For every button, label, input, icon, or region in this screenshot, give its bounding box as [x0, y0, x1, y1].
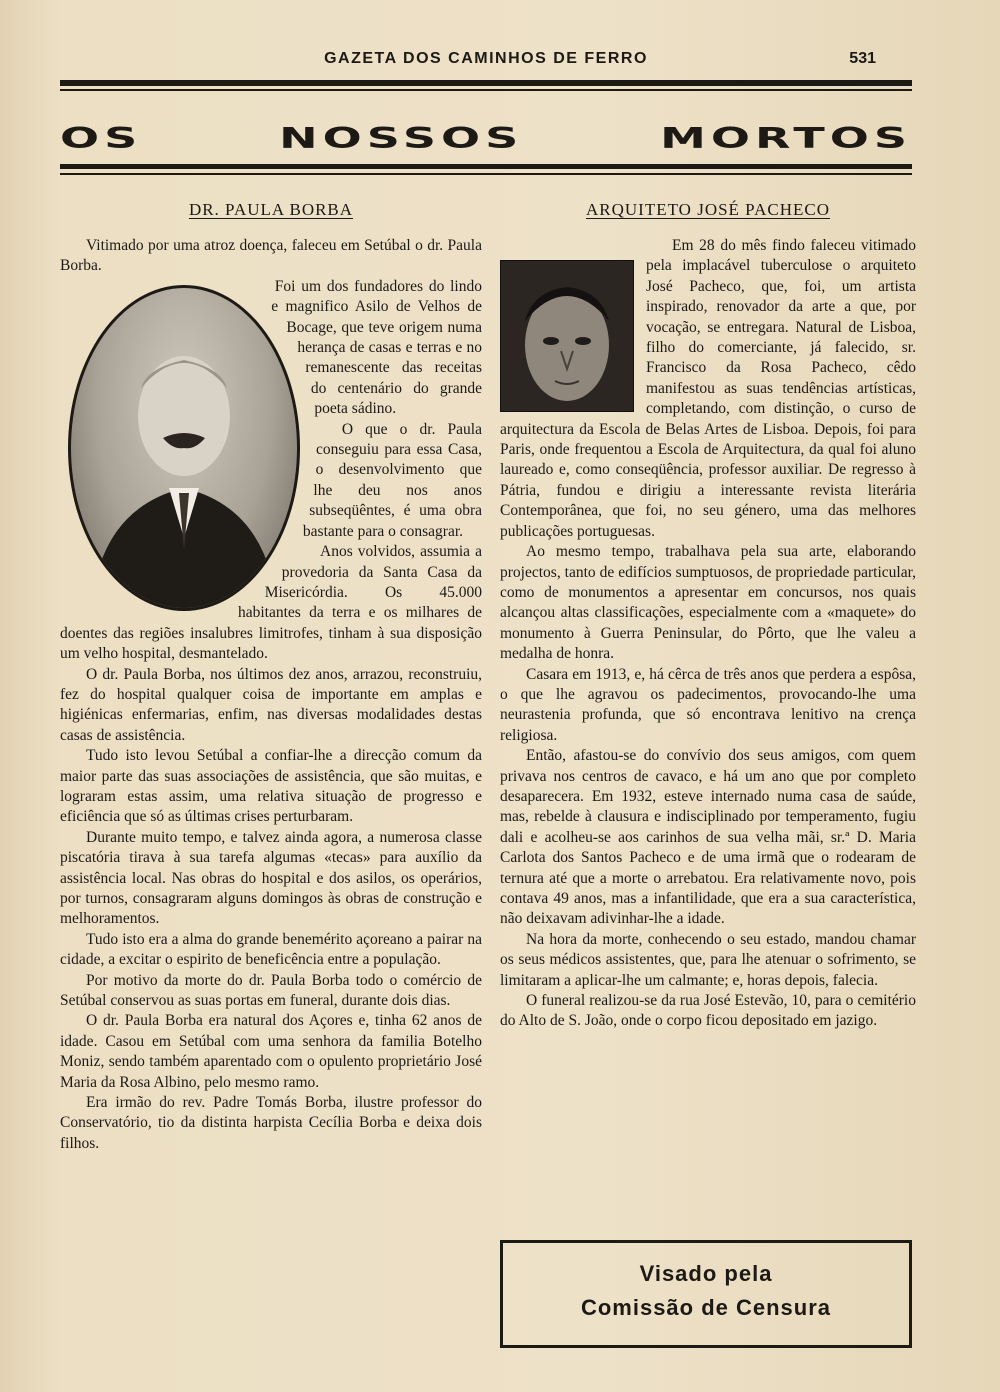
- masthead-rule-thin: [60, 173, 912, 175]
- paragraph: O que o dr. Paula conseguiu para essa Casa, o desenvolvimento que lhe deu nos anos subseqüêntes, é uma obra bastante para o consagrar.: [302, 420, 482, 540]
- publication-title: GAZETA DOS CAMINHOS DE FERRO: [324, 50, 648, 67]
- paragraph: Era irmão do rev. Padre Tomás Borba, ilustre professor do Conservatório, tio da distinta harpista Cecília Borba e deixa dois filhos.: [60, 1094, 482, 1152]
- section-title: OS NOSSOS MORTOS: [60, 121, 912, 155]
- paragraph: Tudo isto era a alma do grande benemérito açoreano a pairar na cidade, a excitar o espirito de beneficência entre a população.: [60, 930, 482, 969]
- masthead-rule-thick: [60, 164, 912, 169]
- portrait-photo-icon: [500, 260, 634, 412]
- paragraph: Então, afastou-se do convívio dos seus amigos, com quem privava nos centros de cavaco, e há um ano que por completo desaparecera. Em 1932, esteve internado numa casa de saúde, mas, rebelde à clausura e indisciplinado por temperamento, fugiu dali e acolheu-se aos carinhos de sua velha mãi, sr.ª D. Maria Carlota dos Santos Pacheco e de uma irmã que o rodearam de ternura até que a morte o arrebatou. Era relativamente novo, pois contava 49 anos, mas a infantilidade, que era a sua característica, não deixavam adivinhar-lhe a idade.: [500, 747, 916, 928]
- stamp-line-1: Visado pela: [639, 1261, 773, 1286]
- paragraph: O dr. Paula Borba era natural dos Açores e, tinha 62 anos de idade. Casou em Setúbal com uma senhora da familia Botelho Moniz, sendo também aparentado com o opulento proprietário José Maria da Rosa Albino, pelo mesmo ramo.: [60, 1012, 482, 1091]
- right-article-body: [500, 236, 916, 1032]
- paragraph: Na hora da morte, conhecendo o seu estado, mandou chamar os seus médicos assistentes, que, para lhe atenuar o sofrimento, se limitaram a aplicar-lhe um calmante; e, horas depois, falecia.: [500, 930, 916, 989]
- paragraph: Casara em 1913, e, há cêrca de três anos que perdera a espôsa, o que lhe agravou os padecimentos, provocando-lhe uma neurastenia profunda, que só encontrava lenitivo na crença religiosa.: [500, 665, 916, 744]
- left-article: [60, 200, 482, 1154]
- page-number: 531: [849, 50, 876, 67]
- paragraph: O dr. Paula Borba, nos últimos dez anos, arrazou, reconstruiu, fez do hospital qualquer coisa de importante em amplas e higiénicas enfermarias, enfim, nas diversas modalidades destas casas de assistência.: [60, 665, 482, 744]
- paragraph: Foi um dos fundadores do lindo e magnifico Asilo de Velhos de Bocage, que teve origem numa herança de casas e terras e no remanescente das receitas do centenário do grande poeta sádino.: [271, 277, 482, 418]
- portrait-oval-icon: [64, 283, 302, 609]
- header-rule-thin: [60, 89, 912, 91]
- paragraph: Ao mesmo tempo, trabalhava pela sua arte, elaborando projectos, tanto de edifícios sumptuosos, de propriedade particular, como de monumentos a apresentar em concursos, nos quais alcançou altas classificações, especialmente com a «maquete» do monumento à Guerra Peninsular, do Pôrto, que lhe valeu a medalha de honra.: [500, 543, 916, 663]
- paragraph: Durante muito tempo, e talvez ainda agora, a numerosa classe piscatória tirava à sua tarefa algumas «tecas» para auxílio da assistência local. Nas obras do hospital e dos asilos, os operários, por turnos, consagraram alguns domingos às obras de construção e melhoramentos.: [60, 828, 482, 928]
- left-article-title: DR. PAULA BORBA: [188, 200, 354, 219]
- stamp-line-2: Comissão de Censura: [580, 1295, 832, 1320]
- paragraph: O funeral realizou-se da rua José Estevão, 10, para o cemitério do Alto de S. João, onde o corpo ficou depositado em jazigo.: [500, 992, 916, 1030]
- paragraph: Por motivo da morte do dr. Paula Borba todo o comércio de Setúbal conservou as suas portas em funeral, durante dois dias.: [60, 971, 482, 1010]
- portrait-face-icon: [501, 261, 633, 411]
- portrait-figure-icon: [71, 288, 297, 608]
- left-article-body: [60, 236, 482, 1154]
- right-article-title: ARQUITETO JOSÉ PACHECO: [586, 200, 830, 219]
- right-article: [500, 200, 916, 1032]
- paragraph: Tudo isto levou Setúbal a confiar-lhe a direcção comum da maior parte das suas associações de assistência, que são muitas, e lograram estas assim, uma relativa situação de progresso e eficiência que só as últimas crises perturbaram.: [60, 747, 482, 826]
- censorship-stamp: [500, 1240, 912, 1348]
- running-head: [60, 50, 912, 76]
- paragraph: Em 28 do mês findo faleceu vitimado pela implacável tuberculose o arquiteto José Pacheco, que, foi, um artista inspirado, renovador da arte a que, por vocação, se entregara. Natural de Lisboa, filho do comerciante, já falecido, sr. Francisco da Rosa Pacheco, cêdo manifestou as suas tendências artísticas, completando, com distinção, o curso de arquitectura da Escola de Belas Artes de Lisboa. Depois, foi para Paris, onde frequentou a Escola de Arquitectura, da qual foi aluno laureado e, como conseqüência, professor auxiliar. De regresso à Pátria, fundou e dirigiu a interessante revista literária Contemporânea, que foi, no seu género, uma das melhores publicações portuguesas.: [500, 237, 916, 540]
- paragraph: Anos volvidos, assumia a provedoria da Santa Casa da Misericórdia. Os 45.000 habitantes da terra e os milhares de doentes das regiões insalubres limitrofes, tinham à sua disposição um velho hospital, desmantelado.: [60, 543, 482, 663]
- header-rule-thick: [60, 80, 912, 86]
- paragraph: Vitimado por uma atroz doença, faleceu em Setúbal o dr. Paula Borba.: [60, 237, 482, 275]
